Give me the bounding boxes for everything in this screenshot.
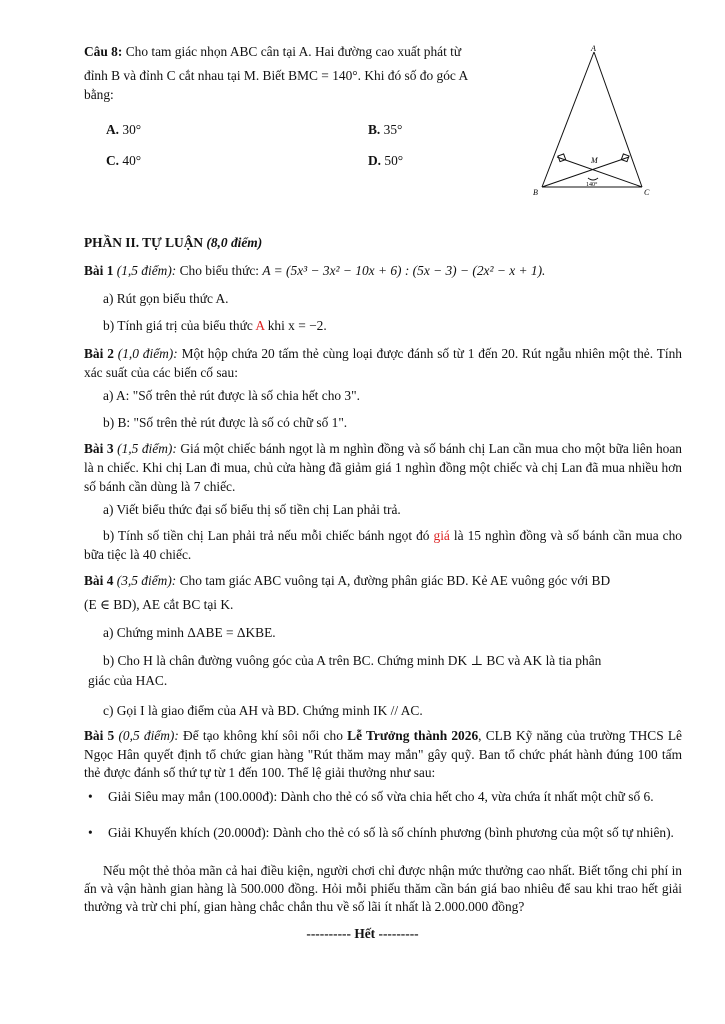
part2-heading: PHẦN II. TỰ LUẬN (8,0 điểm) xyxy=(84,235,263,250)
angle-label: 140° xyxy=(586,182,598,188)
bai4-a: a) Chứng minh ΔABE = ΔKBE. xyxy=(103,625,276,640)
bai5-bullet-1: • Giải Siêu may mắn (100.000đ): Dành cho thẻ có số vừa chia hết cho 4, vừa chứa ít nhất một chữ số 6. xyxy=(88,789,654,804)
bai3-a: a) Viết biểu thức đại số biểu thị số tiền chị Lan phải trả. xyxy=(103,502,401,517)
bai1-intro: Bài 1 (1,5 điểm): Cho biểu thức: A = (5x³ − 3x² − 10x + 6) : (5x − 3) − (2x² − x + 1). xyxy=(84,263,546,278)
bai2-intro: Bài 2 (1,0 điểm): Một hộp chứa 20 tấm thẻ cùng loại được đánh số từ 1 đến 20. Rút ngẫu nhiên một thẻ. Tính xác suất của các biến cố sau: xyxy=(84,346,682,380)
option-a: A. 30° xyxy=(106,122,142,137)
bai1-b: b) Tính giá trị của biểu thức A khi x = −2. xyxy=(103,318,327,333)
bai4-intro: Bài 4 (3,5 điểm): Cho tam giác ABC vuông tại A, đường phân giác BD. Kẻ AE vuông góc với BD (E ∈ BD), AE cắt BC tại K. xyxy=(84,573,611,612)
question-8-line3: bằng: xyxy=(84,87,114,102)
bai1-expression: A = (5x³ − 3x² − 10x + 6) : (5x − 3) − (2x² − x + 1). xyxy=(262,263,546,278)
vertex-c-label: C xyxy=(644,188,650,197)
bai3-b: b) Tính số tiền chị Lan phải trả nếu mỗi chiếc bánh ngọt đó giá là 15 nghìn đồng và số bánh cần mua cho bữa tiệc là 40 chiếc. xyxy=(84,528,682,562)
point-m-label: M xyxy=(591,156,598,165)
bai4-b2: giác của HAC. xyxy=(88,673,168,688)
vertex-b-label: B xyxy=(533,188,538,197)
bai3-intro: Bài 3 (1,5 điểm): Giá một chiếc bánh ngọt là m nghìn đồng và số bánh chị Lan cần mua cho một bữa liên hoan là n chiếc. Khi chị Lan đi mua, chủ cửa hàng đã giảm giá 1 nghìn đồng một chiếc và chị Lan đã mua nhiều hơn số bánh cần dùng là 7 chiếc. xyxy=(84,441,682,494)
question-8 xyxy=(84,42,529,104)
triangle-figure xyxy=(530,42,660,200)
option-d: D. 50° xyxy=(368,153,404,168)
bai5-closing: Nếu một thẻ thỏa mãn cả hai điều kiện, người chơi chỉ được nhận mức thưởng cao nhất. Biết tổng chi phí in ấn và vận hành gian hàng là 500.000 đồng. Hỏi mỗi phiếu thăm cần bán giá bao nhiêu để sau khi trao hết giải thưởng và trừ chi phí, gian hàng chắc chắn thu về số lãi ít nhất là 2.000.000 đồng? xyxy=(84,863,682,914)
end-marker: ---------- Hết --------- xyxy=(306,926,419,941)
question-8-line2: đỉnh B và đỉnh C cắt nhau tại M. Biết BMC = 140°. Khi đó số đo góc A xyxy=(84,68,469,83)
bai5-bullet-2: • Giải Khuyến khích (20.000đ): Dành cho thẻ có số là số chính phương (bình phương của một số tự nhiên). xyxy=(88,825,674,840)
bullet-icon: • xyxy=(88,825,93,840)
bai4-b1: b) Cho H là chân đường vuông góc của A trên BC. Chứng minh DK ⊥ BC và AK là tia phân xyxy=(103,653,602,668)
bai1-a: a) Rút gọn biểu thức A. xyxy=(103,291,229,306)
bai2-b: b) B: "Số trên thẻ rút được là số có chữ số 1". xyxy=(103,415,348,430)
bai2-a: a) A: "Số trên thẻ rút được là số chia hết cho 3". xyxy=(103,388,360,403)
question-8-line1: Câu 8: Cho tam giác nhọn ABC cân tại A. Hai đường cao xuất phát từ xyxy=(84,44,462,59)
bai4-c: c) Gọi I là giao điểm của AH và BD. Chứng minh IK // AC. xyxy=(103,703,423,718)
bullet-icon: • xyxy=(88,789,93,804)
option-c: C. 40° xyxy=(106,153,142,168)
bai5-intro: Bài 5 (0,5 điểm): Để tạo không khí sôi nổi cho Lễ Trưởng thành 2026, CLB Kỹ năng của trường THCS Lê Ngọc Hân quyết định tổ chức gian hàng "Rút thăm may mắn" gây quỹ. Ban tổ chức phát hành đúng 100 tấm thẻ được đánh số thứ tự từ 1 đến 100. Thể lệ giải thưởng như sau: xyxy=(84,728,682,780)
option-b: B. 35° xyxy=(368,122,403,137)
vertex-a-label: A xyxy=(591,44,596,53)
